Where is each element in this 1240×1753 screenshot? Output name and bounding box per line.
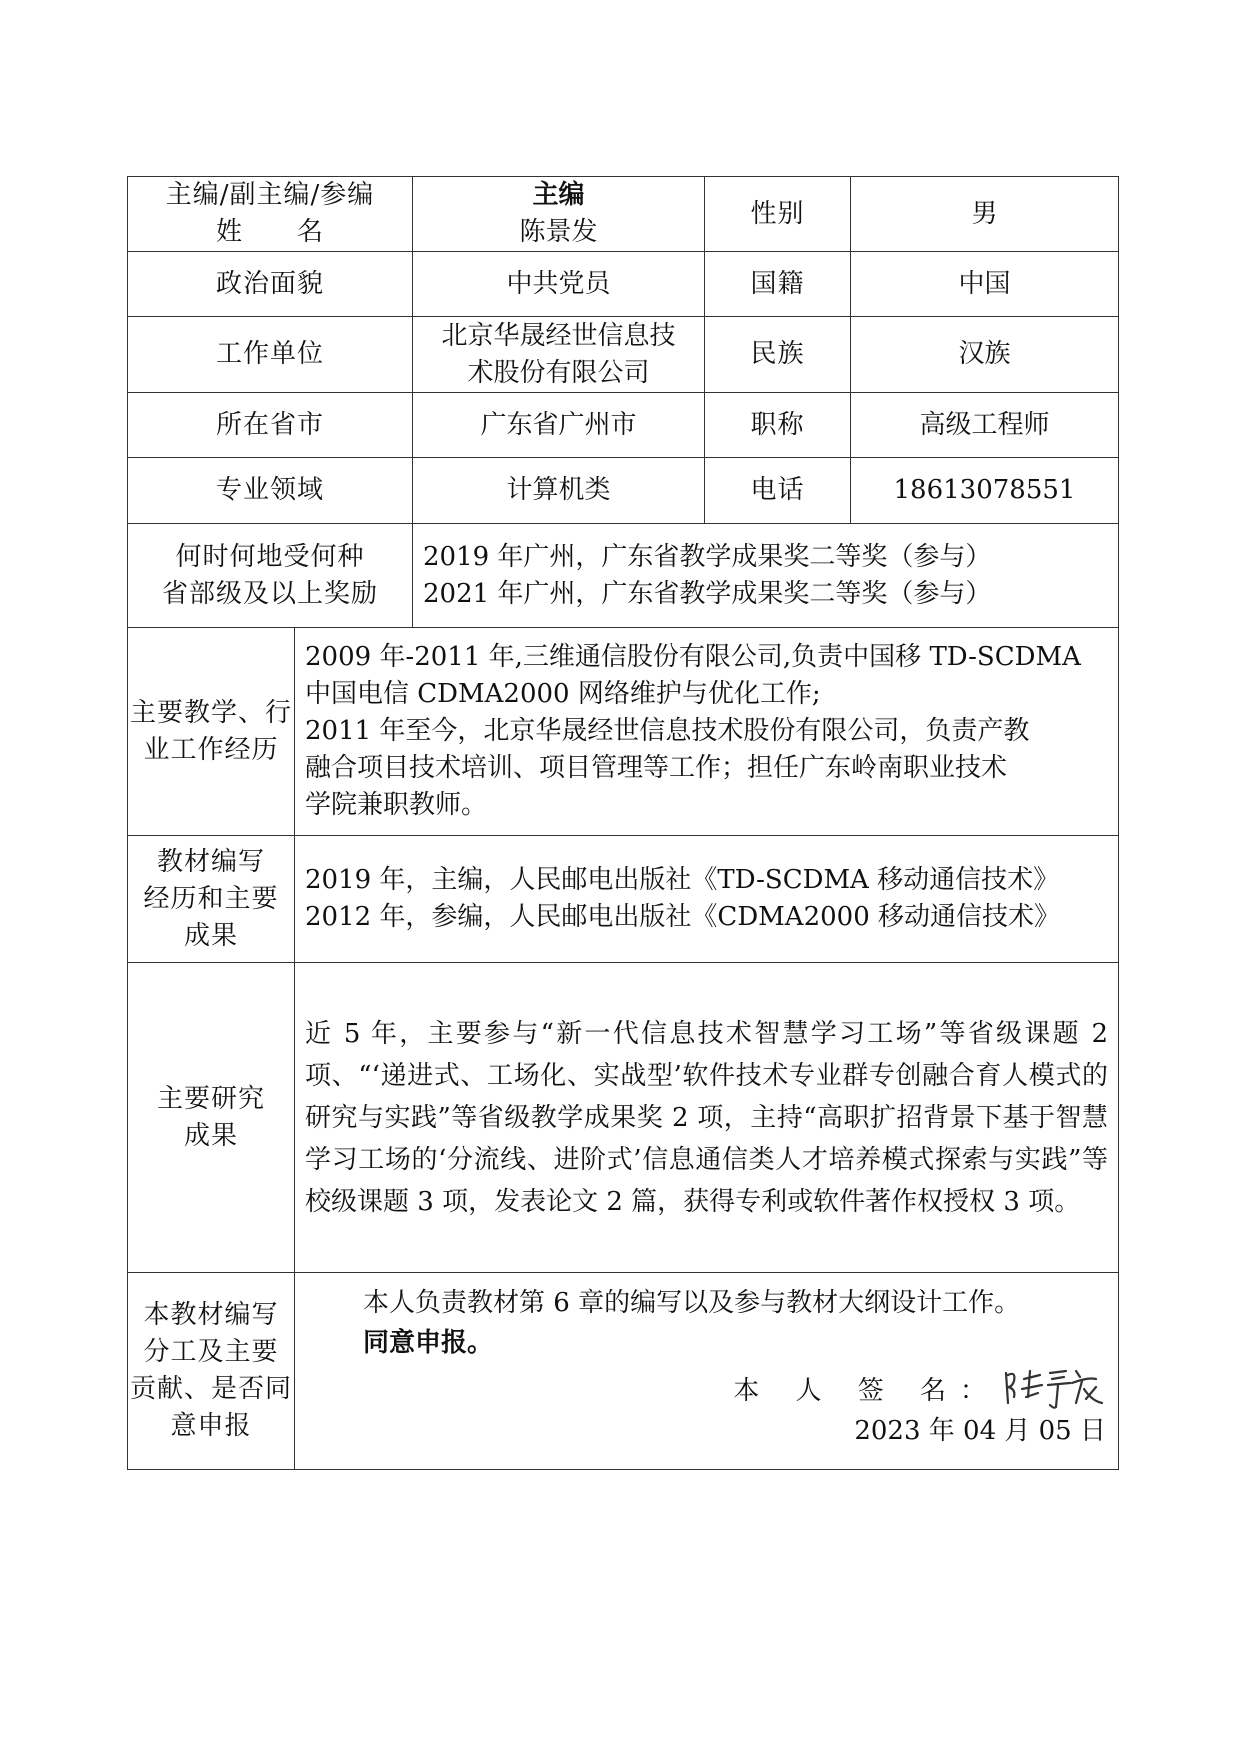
row-research	[128, 963, 1119, 1273]
textbooks-label-line2: 经历和主要	[143, 883, 279, 914]
name-value: 陈景发	[519, 217, 598, 247]
location-value: 广东省广州市	[413, 393, 705, 458]
ethnicity-label: 民族	[705, 317, 851, 393]
contribution-label-cell	[128, 1273, 295, 1470]
title-label: 职称	[705, 393, 851, 458]
row-contribution	[128, 1273, 1119, 1470]
location-label: 所在省市	[128, 393, 413, 458]
experience-line: 融合项目技术培训、项目管理等工作；担任广东岭南职业技术	[305, 753, 1008, 783]
politics-label: 政治面貌	[128, 252, 413, 317]
awards-label-cell	[128, 524, 413, 628]
row-field	[128, 458, 1119, 524]
contribution-label-line2: 分工及主要	[143, 1337, 279, 1367]
textbook-line: 2012 年，参编，人民邮电出版社《CDMA2000 移动通信技术》	[305, 902, 1061, 932]
field-value: 计算机类	[413, 458, 705, 524]
research-label-line2: 成果	[183, 1120, 238, 1151]
gender-value: 男	[851, 177, 1119, 252]
work-value-cell	[413, 317, 705, 393]
work-value-line1: 北京华晟经世信息技	[441, 320, 676, 351]
row-name	[128, 177, 1119, 252]
contribution-value-cell	[295, 1273, 1119, 1470]
award-line: 2021 年广州，广东省教学成果奖二等奖（参与）	[423, 578, 992, 609]
row-politics	[128, 252, 1119, 317]
textbooks-label-cell	[128, 836, 295, 963]
signature-label: 本 人 签 名：	[733, 1376, 1000, 1406]
textbooks-label-line3: 成果	[183, 920, 238, 951]
row-location	[128, 393, 1119, 458]
award-line: 2019 年广州，广东省教学成果奖二等奖（参与）	[423, 541, 992, 572]
experience-value-cell	[295, 628, 1119, 836]
work-label: 工作单位	[128, 317, 413, 393]
signature-date: 2023 年 04 月 05 日	[854, 1416, 1106, 1446]
research-label-line1: 主要研究	[156, 1083, 265, 1114]
experience-line: 2009 年-2011 年,三维通信股份有限公司,负责中国移 TD-SCDMA	[305, 642, 1081, 672]
signature-row	[307, 1363, 1106, 1411]
research-text: 近 5 年，主要参与“新一代信息技术智慧学习工场”等省级课题 2 项、“‘递进式、工场化、实战型’软件技术专业群专创融合育人模式的研究与实践”等省级教学成果奖 2 项，主持“高职扩招背景下基于智慧学习工场的‘分流线、进阶式’信息通信类人才培养模式探索与实践”等校级课题 3 项，发表论文 2 篇，获得专利或软件著作权授权 3 项。	[295, 963, 1119, 1273]
experience-line: 2011 年至今，北京华晟经世信息技术股份有限公司，负责产教	[305, 716, 1030, 746]
experience-label-line1: 主要教学、行	[129, 697, 292, 728]
nationality-label: 国籍	[705, 252, 851, 317]
contribution-label-line3: 贡献、是否同	[129, 1374, 292, 1404]
politics-value: 中共党员	[413, 252, 705, 317]
name-label: 姓 名	[215, 217, 324, 247]
experience-line: 中国电信 CDMA2000 网络维护与优化工作;	[305, 679, 821, 709]
phone-value: 18613078551	[851, 458, 1119, 524]
name-label-cell	[128, 177, 413, 252]
form-table	[127, 176, 1119, 1470]
phone-label: 电话	[705, 458, 851, 524]
role-value: 主编	[532, 180, 585, 210]
experience-label-cell	[128, 628, 295, 836]
awards-label-line1: 何时何地受何种	[175, 541, 365, 572]
row-work	[128, 317, 1119, 393]
textbook-line: 2019 年，主编，人民邮电出版社《TD-SCDMA 移动通信技术》	[305, 865, 1060, 895]
experience-line: 学院兼职教师。	[305, 790, 488, 820]
gender-label: 性别	[705, 177, 851, 252]
experience-label-line2: 业工作经历	[143, 734, 279, 765]
textbooks-label-line1: 教材编写	[156, 846, 265, 877]
row-awards	[128, 524, 1119, 628]
field-label: 专业领域	[128, 458, 413, 524]
contribution-statement: 本人负责教材第 6 章的编写以及参与教材大纲设计工作。	[363, 1288, 1021, 1318]
nationality-value: 中国	[851, 252, 1119, 317]
title-value: 高级工程师	[851, 393, 1119, 458]
research-label-cell	[128, 963, 295, 1273]
application-form	[127, 176, 1118, 1470]
row-textbooks	[128, 836, 1119, 963]
role-label: 主编/副主编/参编	[165, 180, 375, 210]
agree-text: 同意申报。	[363, 1328, 494, 1358]
contribution-label-line1: 本教材编写	[143, 1300, 279, 1330]
name-value-cell	[413, 177, 705, 252]
handwritten-signature	[1000, 1363, 1106, 1411]
awards-label-line2: 省部级及以上奖励	[161, 578, 378, 609]
contribution-label-line4: 意申报	[170, 1411, 252, 1441]
ethnicity-value: 汉族	[851, 317, 1119, 393]
textbooks-value-cell	[295, 836, 1119, 963]
row-experience	[128, 628, 1119, 836]
awards-value-cell	[413, 524, 1119, 628]
work-value-line2: 术股份有限公司	[467, 357, 650, 388]
